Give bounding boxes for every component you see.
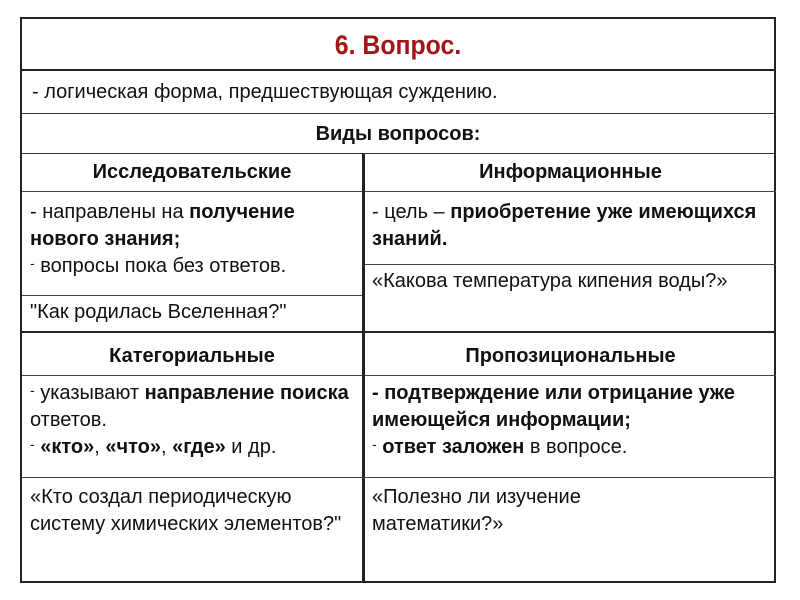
keyword-what: «что» — [105, 436, 161, 459]
separator — [22, 295, 362, 296]
propositional-header — [365, 338, 776, 375]
research-desc-bold: получение нового знания; — [30, 201, 295, 251]
propositional-header-text: Пропозициональные — [465, 345, 676, 367]
bullet-dash: - — [30, 436, 35, 453]
research-header — [22, 154, 362, 191]
keywords-tail: и др. — [225, 436, 277, 459]
research-header-text: Исследовательские — [92, 161, 292, 183]
separator — [22, 191, 362, 192]
propositional-line2-tail: в вопросе. — [524, 436, 628, 459]
categorical-desc-text: указывают — [40, 382, 145, 404]
informational-desc — [372, 199, 767, 253]
bullet-dash: - — [30, 255, 35, 272]
types-heading: Виды вопросов: — [315, 123, 481, 145]
categorical-desc: - указывают направление поиска ответов. - «кто», «что», «где» и др. — [30, 382, 349, 459]
informational-desc-bold: приобретение уже имеющихся знаний. — [372, 201, 757, 251]
types-heading-row — [22, 114, 774, 154]
categorical-example-text: «Кто создал периодическую систему химических элементов?" — [30, 486, 342, 536]
categorical-header — [22, 338, 362, 375]
propositional-line2-bold: ответ заложен — [382, 436, 525, 459]
research-desc — [30, 199, 360, 281]
categorical-desc-bold: направление поиска — [144, 382, 349, 404]
research-desc-text: - направлены на — [30, 201, 190, 223]
slide-table — [20, 17, 776, 583]
categorical-header-text: Категориальные — [109, 345, 275, 367]
definition-row — [22, 71, 774, 114]
informational-desc-text: - цель – — [372, 201, 451, 223]
keyword-where: «где» — [172, 436, 226, 459]
separator — [365, 191, 776, 192]
section-separator — [22, 331, 776, 333]
separator — [22, 477, 776, 478]
categorical-desc-tail: ответов. — [30, 409, 107, 432]
research-example-text: "Как родилась Вселенная?" — [30, 301, 287, 323]
title-row — [22, 19, 774, 71]
separator — [22, 375, 362, 376]
slide-title: 6. Вопрос. — [334, 30, 462, 60]
categorical-example — [30, 484, 360, 538]
definition-text: - логическая форма, предшествующая суждению. — [32, 81, 498, 103]
keyword-who: «кто» — [40, 436, 95, 459]
separator — [365, 264, 776, 265]
propositional-example-text: «Полезно ли изучение математики?» — [372, 486, 581, 536]
bullet-dash: - — [30, 382, 35, 398]
propositional-example — [372, 484, 702, 538]
bullet-dash: - — [372, 436, 377, 453]
research-example — [30, 299, 360, 326]
research-desc-line2: вопросы пока без ответов. — [40, 255, 287, 278]
propositional-desc-bold: - подтверждение или отрицание уже имеющейся информации; — [372, 382, 735, 432]
informational-header — [365, 154, 776, 191]
separator — [365, 375, 776, 376]
informational-example — [372, 268, 752, 295]
informational-example-text: «Какова температура кипения воды?» — [372, 270, 728, 292]
propositional-desc — [372, 380, 772, 462]
informational-header-text: Информационные — [479, 161, 662, 183]
